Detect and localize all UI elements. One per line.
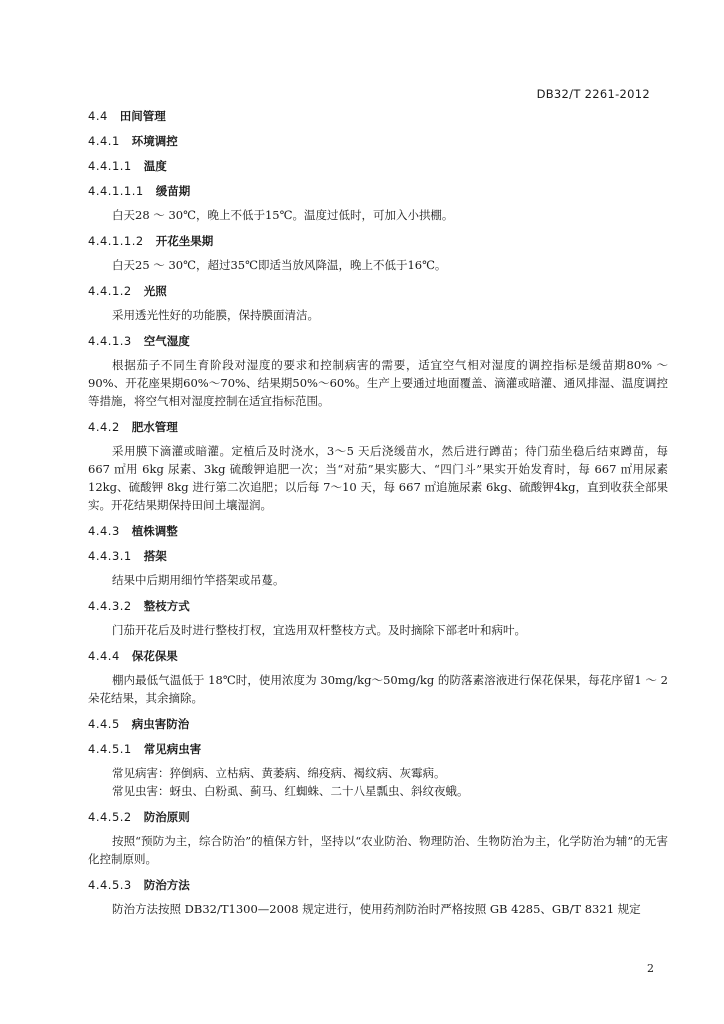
section-number: 4.4.5.3 [88, 878, 132, 892]
section-title: 温度 [143, 159, 167, 173]
section-heading [88, 331, 668, 351]
section-heading [88, 181, 668, 201]
section-heading [88, 131, 668, 151]
section-heading [88, 875, 668, 895]
body-paragraph: 按照“预防为主，综合防治”的植保方针，坚持以“农业防治、物理防治、生物防治为主，化学防治为辅”的无害化控制原则。 [88, 834, 668, 866]
section-number: 4.4.1 [88, 134, 120, 148]
section-heading [88, 596, 668, 616]
section-heading [88, 231, 668, 251]
body-paragraph: 根据茄子不同生育阶段对湿度的要求和控制病害的需要，适宜空气相对湿度的调控指标是缓苗期80% ～ 90%、开花座果期60%～70%、结果期50%～60%。生产上要通过地面覆盖、滴灌或暗灌、通风排湿、温度调控等措施，将空气相对湿度控制在适宜指标范围。 [88, 358, 668, 408]
section-title: 保花保果 [131, 649, 178, 663]
page-number: 2 [647, 962, 654, 975]
section-number: 4.4.1.2 [88, 284, 132, 298]
section-title: 环境调控 [131, 134, 178, 148]
section-title: 光照 [143, 284, 167, 298]
section-title: 搭架 [143, 549, 167, 563]
section-number: 4.4.3 [88, 524, 120, 538]
section-number: 4.4.4 [88, 649, 120, 663]
section-heading [88, 521, 668, 541]
section-number: 4.4.5.1 [88, 742, 132, 756]
section-number: 4.4.2 [88, 420, 120, 434]
section-title: 防治原则 [143, 810, 190, 824]
section-title: 缓苗期 [155, 184, 191, 198]
body-paragraph: 采用膜下滴灌或暗灌。定植后及时浇水，3～5 天后浇缓苗水，然后进行蹲苗；待门茄坐稳后结束蹲苗，每667 ㎡用 6kg 尿素、3kg 硫酸钾追肥一次；当“对茄”果实膨大、“四门斗”果实开始发育时，每 667 ㎡用尿素 12kg、硫酸钾 8kg 进行第二次追肥；以后每 7～10 天，每 667 ㎡追施尿素 6kg、硫酸钾4kg，直到收获全部果实。开花结果期保持田间土壤湿润。 [88, 444, 668, 512]
section-title: 田间管理 [119, 109, 166, 123]
section-number: 4.4.1.1.2 [88, 234, 144, 248]
body-paragraph: 白天25 ～ 30℃，超过35℃即适当放风降温，晚上不低于16℃。 [112, 258, 447, 272]
body-paragraph: 白天28 ～ 30℃，晚上不低于15℃。温度过低时，可加入小拱棚。 [112, 208, 454, 222]
section-title: 常见病虫害 [143, 742, 202, 756]
section-heading [88, 106, 668, 126]
section-title: 开花坐果期 [155, 234, 214, 248]
section-number: 4.4.3.2 [88, 599, 132, 613]
body-paragraph: 常见病害：猝倒病、立枯病、黄萎病、绵疫病、褐纹病、灰霉病。 常见虫害：蚜虫、白粉虱、蓟马、红蜘蛛、二十八星瓢虫、斜纹夜蛾。 [112, 766, 469, 798]
section-heading [88, 807, 668, 827]
section-number: 4.4.1.1 [88, 159, 132, 173]
section-title: 植株调整 [131, 524, 178, 538]
section-number: 4.4 [88, 109, 108, 123]
section-number: 4.4.1.3 [88, 334, 132, 348]
body-paragraph: 棚内最低气温低于 18℃时，使用浓度为 30mg/kg～50mg/kg 的防落素溶液进行保花保果，每花序留1 ～ 2 朵花结果，其余摘除。 [88, 673, 668, 705]
document-body [88, 106, 668, 925]
body-paragraph: 采用透光性好的功能膜，保持膜面清洁。 [112, 308, 319, 322]
section-heading [88, 417, 668, 437]
section-title: 整枝方式 [143, 599, 190, 613]
section-number: 4.4.1.1.1 [88, 184, 144, 198]
section-heading [88, 281, 668, 301]
section-title: 空气湿度 [143, 334, 190, 348]
section-number: 4.4.3.1 [88, 549, 132, 563]
section-heading [88, 739, 668, 759]
section-number: 4.4.5.2 [88, 810, 132, 824]
section-heading [88, 156, 668, 176]
body-paragraph: 门茄开花后及时进行整枝打杈，宜选用双杆整枝方式。及时摘除下部老叶和病叶。 [112, 623, 526, 637]
section-title: 病虫害防治 [131, 717, 190, 731]
body-paragraph: 结果中后期用细竹竿搭架或吊蔓。 [112, 573, 285, 587]
section-number: 4.4.5 [88, 717, 120, 731]
section-heading [88, 646, 668, 666]
section-heading [88, 546, 668, 566]
section-heading [88, 714, 668, 734]
standard-code: DB32/T 2261-2012 [536, 87, 650, 101]
section-title: 肥水管理 [131, 420, 178, 434]
body-paragraph: 防治方法按照 DB32/T1300—2008 规定进行，使用药剂防治时严格按照 GB 4285、GB/T 8321 规定 [112, 902, 641, 916]
section-title: 防治方法 [143, 878, 190, 892]
